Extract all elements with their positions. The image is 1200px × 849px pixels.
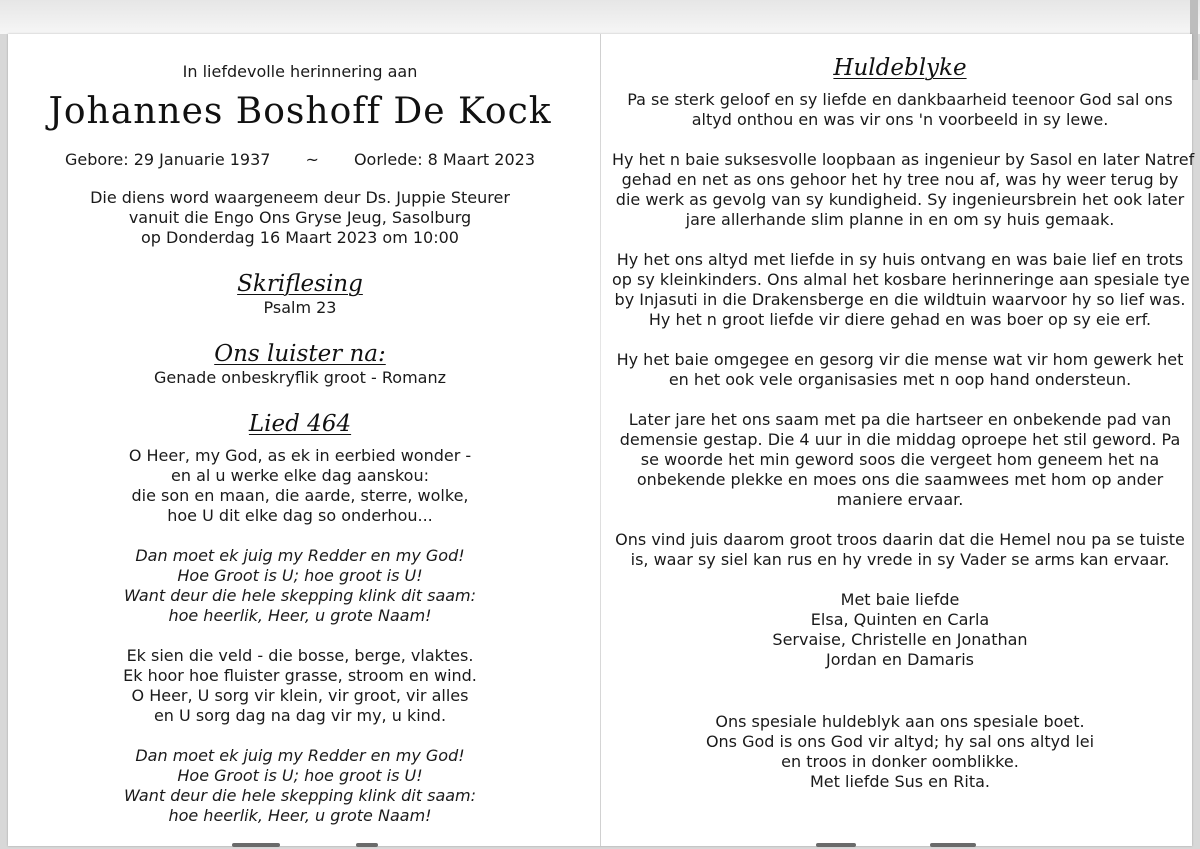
service-line: vanuit die Engo Ons Gryse Jeug, Sasolburg	[128, 208, 472, 227]
hymn-verse-1	[20, 446, 580, 526]
hymn-heading: Lied 464	[248, 411, 352, 437]
tribute-paragraph	[612, 530, 1188, 570]
tribute-line: Ons vind juis daarom groot troos daarin dat die Hemel nou pa se tuiste	[615, 530, 1185, 549]
listen-heading: Ons luister na:	[214, 341, 386, 367]
print-smudge	[816, 843, 856, 847]
tribute-paragraph	[612, 410, 1188, 510]
tribute-line: Pa se sterk geloof en sy liefde en dankbaarheid teenoor God sal ons	[627, 90, 1173, 109]
tribute-line: gehad en net as ons gehoor het hy tree nou af, was hy weer terug by	[621, 170, 1179, 189]
print-smudge	[232, 843, 280, 847]
tribute-line: by Injasuti in die Drakensberge en die wildtuin waarvoor hy so lief was.	[614, 290, 1186, 309]
tribute-line: en het ook vele organisasies met n oop hand ondersteun.	[668, 370, 1132, 389]
hymn-chorus-1	[20, 546, 580, 626]
listen-section	[20, 340, 580, 388]
sibling-tribute-line: Ons spesiale huldeblyk aan ons spesiale boet.	[715, 712, 1085, 731]
birth-date: Gebore: 29 Januarie 1937	[65, 150, 271, 169]
sibling-tribute-line: Ons God is ons God vir altyd; hy sal ons altyd lei	[705, 732, 1095, 751]
life-dates	[65, 150, 535, 170]
right-page	[612, 34, 1195, 792]
chorus-line: Hoe Groot is U; hoe groot is U!	[177, 566, 423, 585]
hymn-line: Ek sien die veld - die bosse, berge, vlaktes.	[126, 646, 474, 665]
death-date: Oorlede: 8 Maart 2023	[353, 150, 535, 169]
tribute-paragraph	[612, 350, 1188, 390]
signoff-line: Elsa, Quinten en Carla	[810, 610, 990, 629]
tributes-heading: Huldeblyke	[833, 55, 967, 81]
hymn-line: en U sorg dag na dag vir my, u kind.	[153, 706, 447, 725]
hymn-chorus-2	[20, 746, 580, 826]
hymn-verse-2	[20, 646, 580, 726]
sibling-tribute-line: en troos in donker oomblikke.	[781, 752, 1019, 771]
reading-heading: Skriflesing	[237, 271, 363, 297]
hymn-line: en al u werke elke dag aanskou:	[171, 466, 429, 485]
tribute-line: jare allerhande slim planne in en om sy huis gemaak.	[685, 210, 1115, 229]
chorus-line: Dan moet ek juig my Redder en my God!	[135, 546, 465, 565]
hymn-section	[20, 410, 580, 826]
hymn-line: hoe U dit elke dag so onderhou...	[167, 506, 433, 525]
tribute-line: altyd onthou en was vir ons 'n voorbeeld in sy lewe.	[691, 110, 1109, 129]
intro-text: In liefdevolle herinnering aan	[182, 62, 418, 81]
signoff-line: Servaise, Christelle en Jonathan	[772, 630, 1028, 649]
signoff-line: Met baie liefde	[840, 590, 960, 609]
sibling-tribute-line: Met liefde Sus en Rita.	[810, 772, 990, 791]
chorus-line: Want deur die hele skepping klink dit saam:	[123, 586, 477, 605]
tribute-line: is, waar sy siel kan rus en hy vrede in sy Vader se arms kan ervaar.	[630, 550, 1170, 569]
hymn-line: O Heer, U sorg vir klein, vir groot, vir alles	[131, 686, 469, 705]
deceased-name: Johannes Boshoff De Kock	[48, 91, 552, 132]
service-line: op Donderdag 16 Maart 2023 om 10:00	[141, 228, 459, 247]
tribute-line: Hy het baie omgegee en gesorg vir die mense wat vir hom gewerk het	[616, 350, 1184, 369]
tribute-line: Hy het ons altyd met liefde in sy huis ontvang en was baie lief en trots	[616, 250, 1184, 269]
tribute-line: maniere ervaar.	[836, 490, 964, 509]
tribute-line: Later jare het ons saam met pa die hartseer en onbekende pad van	[628, 410, 1172, 429]
hymn-line: die son en maan, die aarde, sterre, wolke,	[131, 486, 469, 505]
left-page	[20, 34, 580, 826]
page-fold	[600, 34, 601, 846]
chorus-line: Hoe Groot is U; hoe groot is U!	[177, 766, 423, 785]
chorus-line: Want deur die hele skepping klink dit saam:	[123, 786, 477, 805]
chorus-line: hoe heerlik, Heer, u grote Naam!	[168, 606, 432, 625]
chorus-line: hoe heerlik, Heer, u grote Naam!	[168, 806, 432, 825]
hymn-line: O Heer, my God, as ek in eerbied wonder -	[128, 446, 472, 465]
tribute-line: Hy het n baie suksesvolle loopbaan as ingenieur by Sasol en later Natref	[612, 150, 1195, 169]
tribute-paragraph	[612, 250, 1188, 330]
service-details	[20, 188, 580, 248]
chorus-line: Dan moet ek juig my Redder en my God!	[135, 746, 465, 765]
tribute-line: onbekende plekke en moes ons die saamwees met hom op ander	[636, 470, 1164, 489]
tribute-paragraph	[612, 150, 1195, 230]
tribute-line: op sy kleinkinders. Ons almal het kosbare herinneringe aan spesiale tye	[612, 270, 1190, 289]
tribute-paragraph	[612, 90, 1188, 130]
scan-top-edge	[0, 0, 1200, 34]
signoff-line: Jordan en Damaris	[826, 650, 974, 669]
tribute-line: se woorde het min geword soos die vergeet hom geneem het na	[640, 450, 1160, 469]
tribute-line: demensie gestap. Die 4 uur in die middag oproepe het stil geword. Pa	[619, 430, 1181, 449]
print-smudge	[356, 843, 378, 847]
print-smudge	[930, 843, 976, 847]
listen-text: Genade onbeskryflik groot - Romanz	[153, 368, 447, 387]
sibling-tribute	[612, 712, 1188, 792]
date-separator: ~	[305, 150, 319, 169]
reading-text: Psalm 23	[263, 298, 337, 317]
hymn-line: Ek hoor hoe fluister grasse, stroom en wind.	[123, 666, 477, 685]
tribute-line: die werk as gevolg van sy kundigheid. Sy ingenieursbrein het ook later	[615, 190, 1185, 209]
tribute-line: Hy het n groot liefde vir diere gehad en was boer op sy eie erf.	[648, 310, 1152, 329]
reading-section	[20, 270, 580, 318]
service-line: Die diens word waargeneem deur Ds. Juppie Steurer	[90, 188, 510, 207]
family-signoff	[612, 590, 1188, 670]
